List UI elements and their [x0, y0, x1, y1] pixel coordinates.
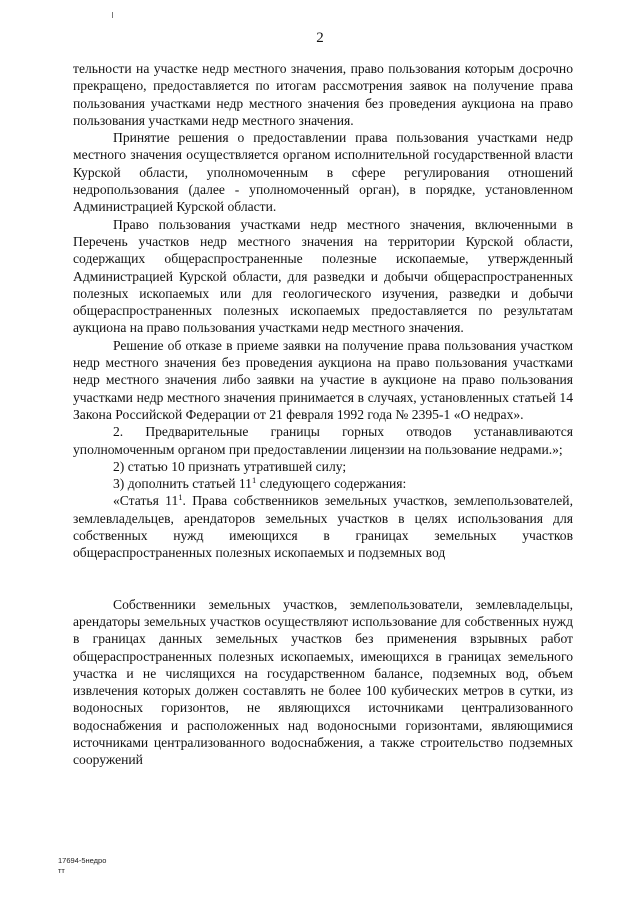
paragraph-article-heading [73, 492, 573, 561]
operator-initials: тт [58, 866, 65, 875]
add-article-text-end: следующего содержания: [256, 476, 407, 492]
page-number: 2 [316, 30, 324, 46]
paragraph-auction-right: Право пользования участками недр местного значения, включенными в Перечень участков недр местного значения на территории Курской области, содержащих общераспространенные полезные ископаемые, утвержденный Администрацией Курской области, для разведки и добычи общераспространенных полезных ископаемых или для геологического изучения, разведки и добычи общераспространенных полезных ископаемых предоставляется по результатам аукциона на право пользования участками недр местного значения. [73, 216, 573, 336]
paragraph-decision: Принятие решения о предоставлении права пользования участками недр местного значения осуществляется органом исполнительной государственной власти Курской области, уполномоченным в сфере регулирования отношений недропользования (далее - уполномоченный орган), в порядке, установленном Администрацией Курской области. [73, 130, 573, 215]
paragraph-preliminary-boundaries: 2. Предварительные границы горных отводов устанавливаются уполномоченным органом при предоставлении лицензии на пользование недрами.»; [73, 424, 573, 457]
scan-speck [112, 12, 113, 18]
superscript: 1 [178, 492, 183, 503]
footer-code [58, 856, 106, 876]
document-body [73, 60, 573, 769]
paragraph-repeal-article-10: 2) статью 10 признать утратившей силу; [113, 458, 347, 474]
article-heading-rest: . Права собственников земельных участков, землепользователей, землевладельцев, арендаторов земельных участков в целях использования для собственных нужд имеющихся в границах земельных участков общераспространенных полезных ископаемых и подземных вод [73, 493, 573, 561]
superscript: 1 [251, 475, 257, 486]
paragraph-refusal: Решение об отказе в приеме заявки на получение права пользования участком недр местного значения без проведения аукциона на право пользования участками недр местного значения либо заявки на участие в аукционе на право пользования участками недр местного значения принимается в случаях, установленных статьей 14 Закона Российской Федерации от 21 февраля 1992 года № 2395-1 «О недрах». [73, 337, 573, 422]
spacer [73, 562, 573, 596]
document-code: 17694-5недро [58, 856, 107, 865]
article-heading-start: «Статья 11 [113, 493, 179, 509]
add-article-text: 3) дополнить статьей 11 [113, 476, 252, 492]
paragraph-add-article [73, 475, 573, 492]
paragraph-owners-rights: Собственники земельных участков, землепользователи, землевладельцы, арендаторы земельных участков осуществляют использование для собственных нужд в границах данных земельных участков без применения взрывных работ общераспространенных полезных ископаемых, имеющихся в границах земельного участка и не числящихся на государственном балансе, подземных вод, объем извлечения которых должен составлять не более 100 кубических метров в сутки, из водоносных горизонтов, не являющихся источниками централизованного водоснабжения и расположенных над водоносными горизонтами, являющимися источниками централизованного водоснабжения, а также строительство подземных сооружений [73, 596, 573, 768]
paragraph-continuation: тельности на участке недр местного значения, право пользования которым досрочно прекращено, предоставляется по итогам рассмотрения заявок на получение права пользования участками недр местного значения без проведения аукциона на право пользования участками недр местного значения. [73, 61, 573, 128]
